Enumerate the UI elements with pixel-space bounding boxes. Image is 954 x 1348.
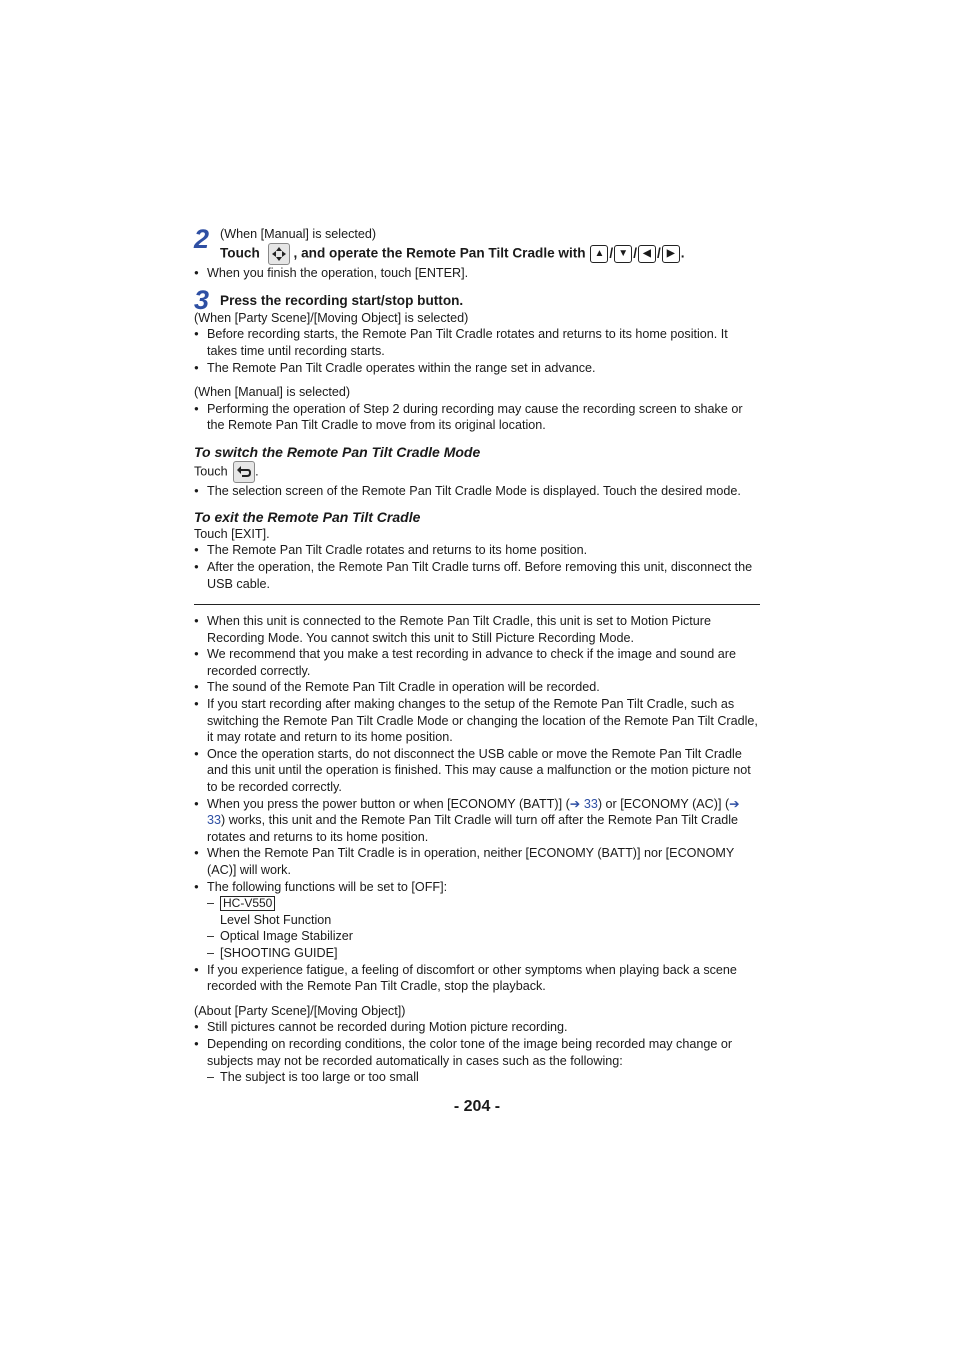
exit-bullet-2: ● After the operation, the Remote Pan Tilt Cradle turns off. Before removing this unit, disconnect the USB cable. <box>194 559 760 592</box>
note-7: ● When the Remote Pan Tilt Cradle is in operation, neither [ECONOMY (BATT)] nor [ECONOMY (AC)] will work. <box>194 845 760 878</box>
about-condition: (About [Party Scene]/[Moving Object]) <box>194 1003 406 1018</box>
direction-pad-icon <box>268 243 290 265</box>
level-shot-item: Level Shot Function <box>220 912 332 927</box>
section-divider <box>194 604 760 605</box>
step-2-instruction: Touch , and operate the Remote Pan Tilt Cradle with ▲ / ▼ / ◀ / ▶ . <box>220 243 760 265</box>
note-8: ● The following functions will be set to [OFF]: <box>194 879 760 896</box>
note-4: ● If you start recording after making changes to the setup of the Remote Pan Tilt Cradle, such as switching the Remote Pan Tilt Cradle Mode or changing the location of the Remote Pan Tilt Cradle, it may rotate and return to its home position. <box>194 696 760 746</box>
ois-item: – Optical Image Stabilizer <box>194 928 760 945</box>
switch-mode-bullet: ● The selection screen of the Remote Pan Tilt Cradle Mode is displayed. Touch the desired mode. <box>194 483 760 500</box>
exit-bullet-1: ● The Remote Pan Tilt Cradle rotates and returns to its home position. <box>194 542 760 559</box>
switch-mode-touch-line: Touch . <box>194 461 760 483</box>
note-10: ● Still pictures cannot be recorded during Motion picture recording. <box>194 1019 760 1036</box>
step-2-bullet: ● When you finish the operation, touch [ENTER]. <box>194 265 760 282</box>
return-icon <box>233 461 255 483</box>
step-2-operate-text: , and operate the Remote Pan Tilt Cradle with <box>293 245 586 261</box>
step-3-bullet-manual-1: ● Performing the operation of Step 2 during recording may cause the recording screen to shake or the Remote Pan Tilt Cradle to move from its original location. <box>194 401 760 434</box>
note-5: ● Once the operation starts, do not disconnect the USB cable or move the Remote Pan Tilt Cradle and this unit until the operation is finished. This may cause a malfunction or the motion picture not to be recorded correctly. <box>194 746 760 796</box>
step-3-number: 3 <box>194 285 210 316</box>
step-2-condition: (When [Manual] is selected) <box>220 227 377 241</box>
note-1: ● When this unit is connected to the Remote Pan Tilt Cradle, this unit is set to Motion Picture Recording Mode. You cannot switch this unit to Still Picture Recording Mode. <box>194 613 760 646</box>
step-3-title: Press the recording start/stop button. <box>220 293 464 309</box>
note-11-sub: – The subject is too large or too small <box>194 1069 760 1086</box>
page-link-economy-batt[interactable]: ➔ 33 <box>569 796 598 811</box>
step-3 <box>194 285 760 316</box>
up-arrow-icon: ▲ <box>590 245 608 263</box>
step-2-number: 2 <box>194 224 210 254</box>
right-arrow-icon: ▶ <box>662 245 680 263</box>
model-tag: HC-V550 <box>220 896 275 911</box>
switch-mode-heading: To switch the Remote Pan Tilt Cradle Mode <box>194 443 481 460</box>
manual-page-content <box>194 226 760 1086</box>
down-arrow-icon: ▼ <box>614 245 632 263</box>
step-3-condition-party: (When [Party Scene]/[Moving Object] is selected) <box>194 310 469 325</box>
note-9: ● If you experience fatigue, a feeling of discomfort or other symptoms when playing back a scene recorded with the Remote Pan Tilt Cradle, stop the playback. <box>194 962 760 995</box>
page-number: - 204 - <box>453 1098 501 1115</box>
note-11: ● Depending on recording conditions, the color tone of the image being recorded may change or subjects may not be recorded automatically in cases such as the following: <box>194 1036 760 1069</box>
step-3-bullet-party-2: ● The Remote Pan Tilt Cradle operates within the range set in advance. <box>194 360 760 377</box>
left-arrow-icon: ◀ <box>638 245 656 263</box>
step-2-touch: Touch <box>220 245 260 261</box>
exit-touch-line: Touch [EXIT]. <box>194 526 270 541</box>
step-3-bullet-party-1: ● Before recording starts, the Remote Pan Tilt Cradle rotates and returns to its home position. It takes time until recording starts. <box>194 326 760 359</box>
step-2 <box>194 226 760 265</box>
note-2: ● We recommend that you make a test recording in advance to check if the image and sound are recorded correctly. <box>194 646 760 679</box>
note-6: ● When you press the power button or when [ECONOMY (BATT)] (➔ 33) or [ECONOMY (AC)] (➔ 33) works, this unit and the Remote Pan Tilt Cradle will turn off after the Remote Pan Tilt Cradle rotates and returns to its home position. <box>194 796 760 846</box>
page-link-economy-ac[interactable]: ➔ 33 <box>207 796 740 828</box>
model-tag-item <box>194 895 760 912</box>
step-3-condition-manual: (When [Manual] is selected) <box>194 385 351 400</box>
note-3: ● The sound of the Remote Pan Tilt Cradle in operation will be recorded. <box>194 679 760 696</box>
shooting-guide-item: – [SHOOTING GUIDE] <box>194 945 760 962</box>
exit-heading: To exit the Remote Pan Tilt Cradle <box>194 509 421 526</box>
